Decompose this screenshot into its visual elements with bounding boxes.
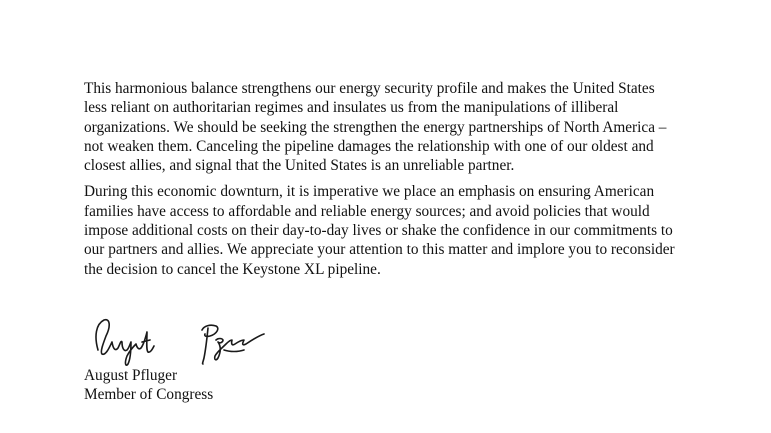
handwritten-signature — [84, 306, 284, 368]
signer-title: Member of Congress — [84, 386, 214, 404]
paragraph-line: the decision to cancel the Keystone XL pipeline. — [84, 260, 381, 278]
paragraph-energy-security — [84, 79, 749, 175]
paragraph-line: families have access to affordable and reliable energy sources; and avoid policies that would — [84, 202, 650, 220]
signature-stroke-first-name — [96, 320, 154, 365]
paragraph-economic-downturn — [84, 182, 749, 278]
signer-name: August Pfluger — [84, 367, 178, 384]
signature-stroke-last-name — [202, 325, 264, 364]
signature-stroke-underline — [224, 350, 244, 352]
paragraph-line: closest allies, and signal that the United States is an unreliable partner. — [84, 157, 515, 175]
paragraph-line: less reliant on authoritarian regimes and insulates us from the manipulations of illiberal — [84, 99, 619, 117]
paragraph-line: This harmonious balance strengthens our energy security profile and makes the United States — [84, 80, 655, 97]
paragraph-line: not weaken them. Canceling the pipeline damages the relationship with one of our oldest and — [84, 137, 654, 155]
paragraph-line: organizations. We should be seeking the strengthen the energy partnerships of North America – — [84, 118, 667, 136]
letter-body — [84, 79, 749, 286]
signer-block — [84, 366, 213, 405]
paragraph-line: impose additional costs on their day-to-day lives or shake the confidence in our commitments to — [84, 222, 673, 240]
paragraph-line: During this economic downturn, it is imperative we place an emphasis on ensuring American — [84, 183, 655, 201]
paragraph-line: our partners and allies. We appreciate your attention to this matter and implore you to reconsider — [84, 241, 675, 259]
